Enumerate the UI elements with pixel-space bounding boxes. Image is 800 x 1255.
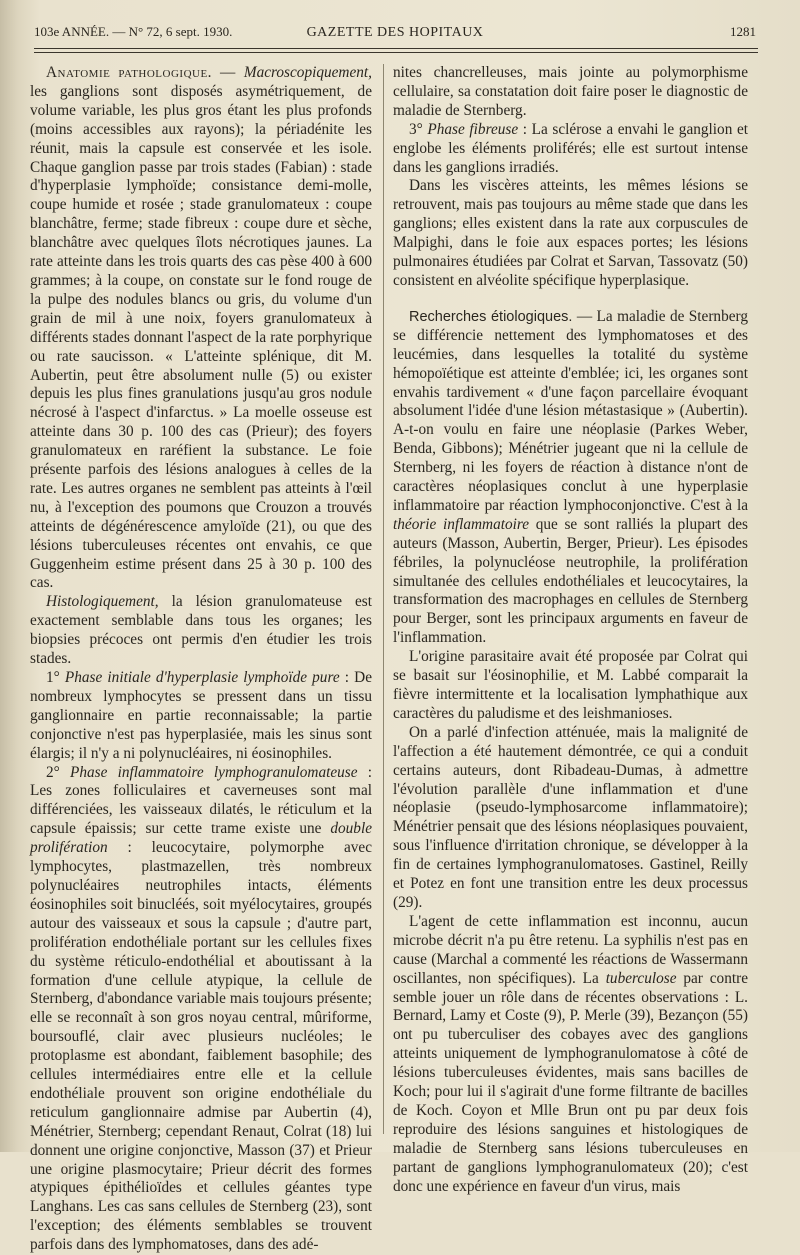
italic-term: théorie inflammatoire [393, 515, 530, 533]
italic-term: Phase fibreuse [427, 120, 519, 138]
paragraph-infection: On a parlé d'infection atténuée, mais la malignité de l'affection a été hautement démontrée, ce qui a conduit certains auteurs, dont Ribadeau-Dumas, à admettre l'évolution parallèle d'une inflammation et d'une néoplasie (pseudo-lymphosarcome inflammatoire); Ménétrier pensait que des lésions néoplasiques pouvaient, sous l'influence d'irritation chronique, se développer à la fin de certaines lymphogranulomatoses. Gastinel, Reilly et Potez en font une transition entre les deux processus (29). [393, 723, 748, 911]
list-number: 3° [409, 120, 428, 138]
italic-term: double prolifération [30, 820, 372, 857]
paragraph-parasitaire: L'origine parasitaire avait été proposée par Colrat qui se basait sur l'éosinophilie, et M. Labbé comparait la fièvre intermittente et la localisation lymphathique aux caractères du paludisme et des leishmanioses. [393, 648, 748, 722]
paragraph-text: : leucocytaire, polymorphe avec lymphocytes, plastmazellen, très nombreux polynucléaires neutrophiles intacts, éléments éosinophiles soit binucléés, soit myélocytaires, groupés autour des vaisseaux et sous la capsule ; d'autre part, prolifération endothéliale portant sur les cellules fixes du système réticulo-endothélial et aboutissant à la formation d'une cellule atypique, la cellule de Sternberg, d'abondance variable mais toujours présente; elle se reconnaît à son gros noyau central, mûriforme, boursouflé, clair avec plusieurs nucléoles; le protoplasme est abondant, faiblement basophile; des cellules intermédiaires entre elle et la cellule endothéliale prouvent son origine endothéliale du reticulum ganglionnaire admise par Aubertin (4), Ménétrier, Sternberg; cependant Renaut, Colrat (18) lui donnent une origine conjonctive, Masson (37) et Prieur une origine plasmocytaire; Prieur décrit des formes atypiques épithélioïdes et cellules géantes type Langhans. Les cas sans cellules de Sternberg (23), sont l'exception; des éléments semblables se trouvent parfois dans des lymphomatoses, dans des adé- [30, 839, 372, 1254]
italic-term: Phase initiale d'hyperplasie lymphoïde pure [64, 669, 340, 686]
paragraph-etiologie [393, 308, 748, 648]
paragraph-text: : La sclérose a envahi le ganglion et englobe les éléments proliférés; elle est surtout intense dans les ganglions irradiés. [393, 120, 749, 176]
left-column [30, 64, 373, 1254]
section-heading: Recherches étiologiques. [409, 308, 573, 325]
paragraph-text: : Les zones folliculaires et caverneuses sont mal différenciées, les vaisseaux dilatés, le réticulum et la capsule épaissis; sur cette trame existe une [30, 763, 373, 838]
header-rule-thick [34, 48, 758, 49]
paragraph-phase-3 [393, 121, 748, 178]
paragraph-histologie [30, 593, 372, 669]
paragraph-text: par contre semble jouer un rôle dans de récentes observations : L. Bernard, Lamy et Coste (9), P. Merle (39), Bezançon (55) ont pu tuberculiser des cobayes avec des ganglions atteints uniquement de lymphogranulomatose à côté de lésions tuberculeuses évidentes, mais sans bacilles de Koch; pour lui il s'agirait d'une forme filtrante de bacilles de Koch. Coyon et Mlle Brun ont pu par deux fois reproduire des lésions sanguines et histologiques de maladie de Sternberg sans lésions tuberculeuses en partant de ganglions lymphogranulomateux (20); c'est donc une expérience en faveur d'un virus, mais [393, 969, 748, 1195]
paragraph-text: que se sont ralliés la plupart des auteurs (Masson, Aubertin, Berger, Prieur). Les épisodes fébriles, la polynucléose neutrophile, la prolifération simultanée des cellules endothéliales et leucocytaires, la transformation des macrophages en cellules de Sternberg pour Berger, sont les principaux arguments en faveur de l'inflammation. [393, 515, 748, 647]
italic-term: tuberculose [605, 969, 677, 987]
publication-title: GAZETTE DES HOPITAUX [306, 25, 484, 40]
paragraph-text: la lésion granulomateuse est exactement semblable dans tous les organes; les biopsies précoces ont permis d'en étudier les trois stades. [30, 593, 372, 668]
paragraph-text: L'agent de cette inflammation est inconnu, aucun microbe décrit n'a pu être retenu. La syphilis n'est pas en cause (Marchal a commenté les réactions de Wassermann oscillantes, non spécifiques). La [393, 912, 748, 987]
section-heading: Anatomie pathologique. — [46, 64, 244, 81]
section-gap [393, 291, 748, 308]
page-number: 1281 [730, 24, 756, 39]
issue-info: 103e ANNÉE. — N° 72, 6 sept. 1930. [34, 24, 233, 39]
paragraph-text: : De nombreux lymphocytes se pressent dans un tissu ganglionnaire en partie reconnaissable; la partie conjonctive n'est pas hyperplasiée, mais les sinus sont élargis; il n'y a ni polynucléaires, ni éosinophiles. [30, 669, 372, 762]
italic-term: Macroscopiquement, [243, 64, 372, 81]
page-header [34, 24, 756, 46]
column-separator [383, 64, 384, 1134]
italic-term: Histologiquement, [46, 593, 159, 611]
paragraph-phase-2 [30, 764, 372, 1255]
paragraph-text: les ganglions sont disposés asymétriquement, de volume variable, les plus gros étant les plus profonds (moins accessibles aux rayons); la périadénite les réunit, mais la capsule est conservée et les isole. Chaque ganglion passe par trois stades (Fabian) : stade d'hyperplasie lymphoïde; consistance demi-molle, coupe humide et rosée ; stade granulomateux : coupe blanchâtre, ferme; stade fibreux : coupe dure et sèche, blanchâtre avec quelques îlots nécrotiques jaunes. La rate atteinte dans les trois quarts des cas pèse 400 à 600 grammes; à la coupe, on constate sur le fond rouge de la pulpe des nodules blancs ou gris, du volume d'un grain de mil à une noix, foyers granulomateux à différents stades donnant l'aspect de la rate porphyrique ou rate saucisson. « L'atteinte splénique, dit M. Aubertin, peut être absolument nulle (5) ou exister depuis les plus fines granulations jusqu'au gros nodule nécrosé à l'aspect d'infarctus. » La moelle osseuse est atteinte dans 30 p. 100 des cas (Prieur); des foyers granulomateux en raréfient la substance. Le foie présente parfois des lésions analogues à celles de la rate. Les autres organes ne semblent pas atteints à l'œil nu, à l'exception des poumons que Crouzon a trouvés atteints de dégénérescence amyloïde (21), ou que des lésions tuberculeuses récentes ont envahis, ce que Guggenheim estime présent dans 25 à 30 p. 100 des cas. [30, 82, 372, 592]
right-column [393, 64, 749, 1195]
paragraph-agent [393, 913, 748, 1197]
paragraph-anatomie [30, 64, 372, 593]
header-rule-thin [34, 52, 758, 53]
paragraph-phase-1 [30, 669, 372, 764]
paragraph-text: — La maladie de Sternberg se différencie nettement des lymphomatoses et des leucémies, dans lesquelles la totalité du système hémopoïétique est atteinte d'emblée; ici, les organes sont envahis tardivement « d'une façon parcellaire évoquant absolument l'idée d'une lésion métastasique » (Aubertin). A-t-on voulu en faire une néoplasie (Parkes Weber, Benda, Gibbons); Ménétrier jugeant que ni la cellule de Sternberg, ni les foyers de réaction à distance n'ont de caractères néoplasiques conclut à une hyperplasie inflammatoire par réaction lymphoconjonctive. C'est à la [393, 307, 748, 514]
list-number: 1° [46, 669, 65, 686]
list-number: 2° [46, 763, 70, 781]
italic-term: Phase inflammatoire lymphogranulomateuse [70, 763, 358, 781]
paragraph-visceres: Dans les viscères atteints, les mêmes lésions se retrouvent, mais pas toujours au même stade que dans les ganglions; elles existent dans la rate aux corpuscules de Malpighi, dans le foie aux espaces portes; les lésions pulmonaires étudiées par Colrat et Sarvan, Tassovatz (50) consistent en alvéolite spécifique hyperplasique. [393, 177, 748, 289]
paragraph-continuation: nites chancrelleuses, mais jointe au polymorphisme cellulaire, sa constatation doit faire poser le diagnostic de maladie de Sternberg. [393, 64, 748, 119]
